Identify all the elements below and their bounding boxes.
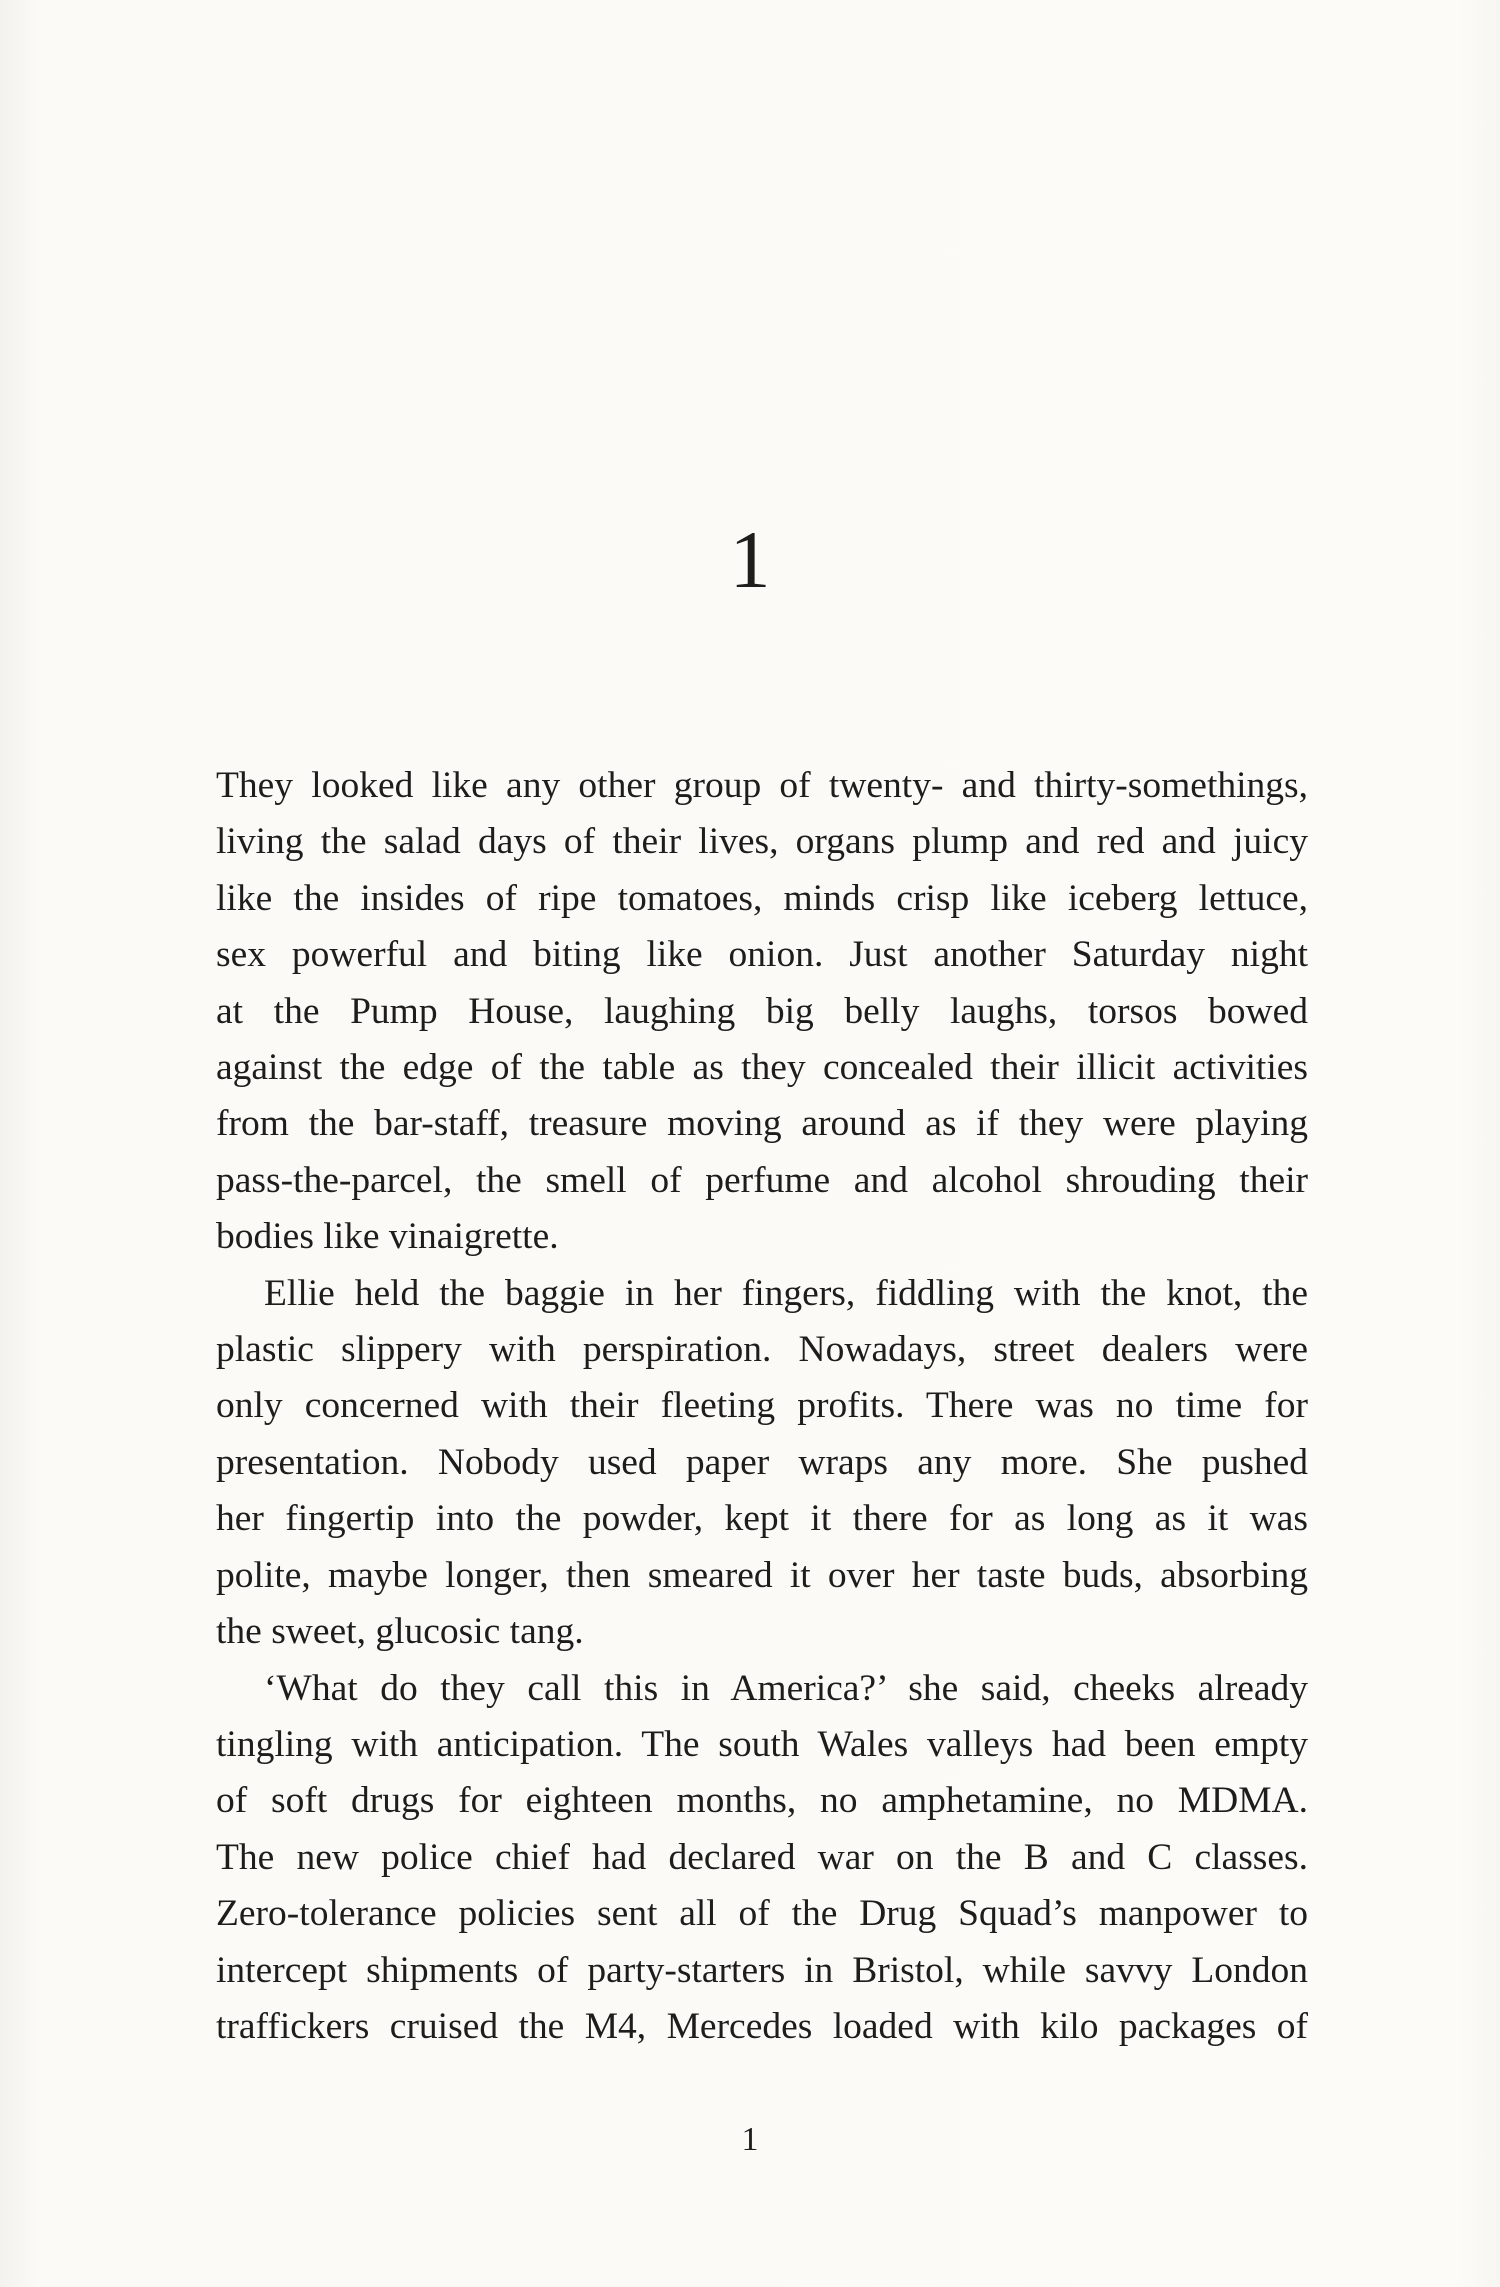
text-line: of soft drugs for eighteen months, no amphetamine, no MDMA. bbox=[216, 1780, 1308, 1822]
page-number: 1 bbox=[741, 2121, 759, 2158]
text-line: Ellie held the baggie in her fingers, fiddling with the knot, the bbox=[264, 1272, 1308, 1314]
text-line: only concerned with their fleeting profits. There was no time for bbox=[216, 1385, 1308, 1427]
chapter-number: 1 bbox=[729, 514, 771, 605]
text-line: bodies like vinaigrette. bbox=[216, 1216, 559, 1258]
paragraph-3 bbox=[216, 1661, 1308, 2056]
text-line: They looked like any other group of twenty- and thirty-somethings, bbox=[216, 765, 1308, 806]
text-line: tingling with anticipation. The south Wales valleys had been empty bbox=[216, 1723, 1308, 1765]
text-line: Zero-tolerance policies sent all of the Drug Squad’s manpower to bbox=[216, 1893, 1308, 1935]
text-line: intercept shipments of party-starters in Bristol, while savvy London bbox=[216, 1949, 1308, 1991]
text-line: the sweet, glucosic tang. bbox=[216, 1611, 584, 1653]
text-line: plastic slippery with perspiration. Nowadays, street dealers were bbox=[216, 1329, 1308, 1371]
body-text bbox=[216, 758, 1308, 2055]
text-line: at the Pump House, laughing big belly laughs, torsos bowed bbox=[216, 990, 1308, 1032]
paragraph-1 bbox=[216, 758, 1308, 1266]
text-line: presentation. Nobody used paper wraps any more. She pushed bbox=[216, 1441, 1308, 1483]
text-line: pass-the-parcel, the smell of perfume and alcohol shrouding their bbox=[216, 1159, 1308, 1201]
text-line: polite, maybe longer, then smeared it over her taste buds, absorbing bbox=[216, 1554, 1308, 1596]
text-line: ‘What do they call this in America?’ she said, cheeks already bbox=[264, 1667, 1308, 1709]
text-line: against the edge of the table as they concealed their illicit activities bbox=[216, 1047, 1308, 1089]
text-line: sex powerful and biting like onion. Just another Saturday night bbox=[216, 934, 1308, 976]
text-line: her fingertip into the powder, kept it there for as long as it was bbox=[216, 1498, 1308, 1540]
paragraph-2 bbox=[216, 1266, 1308, 1661]
text-line: like the insides of ripe tomatoes, minds crisp like iceberg lettuce, bbox=[216, 877, 1308, 919]
text-line: traffickers cruised the M4, Mercedes loaded with kilo packages of bbox=[216, 2005, 1308, 2047]
text-line: The new police chief had declared war on the B and C classes. bbox=[216, 1836, 1308, 1878]
text-line: living the salad days of their lives, organs plump and red and juicy bbox=[216, 821, 1308, 863]
text-line: from the bar-staff, treasure moving around as if they were playing bbox=[216, 1103, 1308, 1145]
